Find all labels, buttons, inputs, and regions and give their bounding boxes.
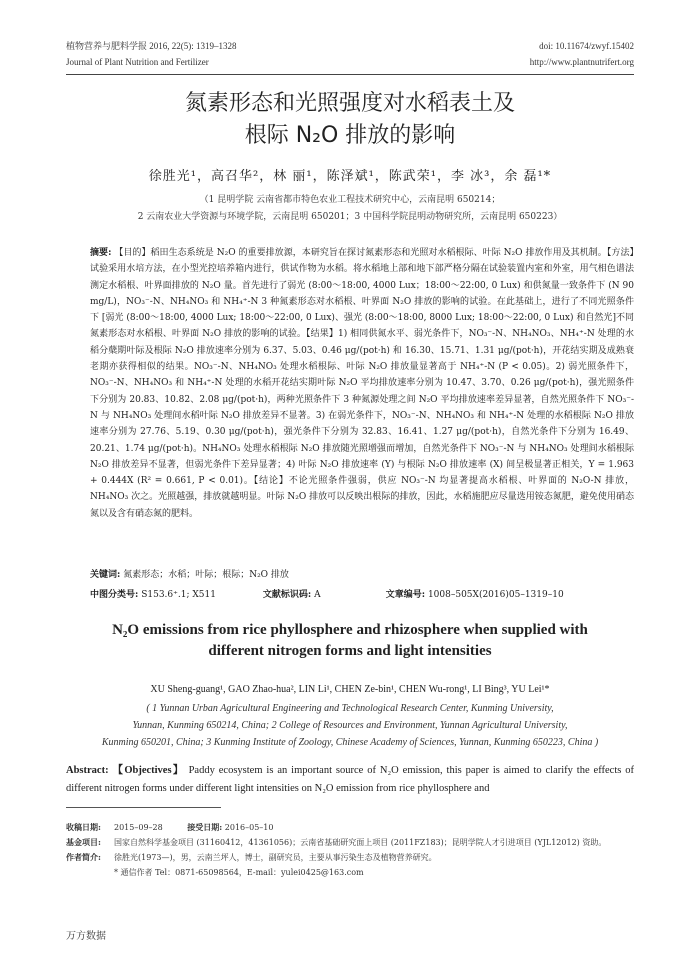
cn-keywords-text: 氮素形态；水稻；叶际；根际；N₂O 排放: [123, 570, 289, 580]
en-objectives-label: 【Objectives】: [112, 765, 185, 776]
cn-abstract-label: 摘要:: [90, 248, 112, 258]
wanfang-watermark: 万方数据: [66, 931, 106, 942]
footnote-corresponding: [66, 865, 634, 880]
en-abstract-label: Abstract:: [66, 765, 109, 776]
clc-label: 中图分类号:: [90, 590, 139, 600]
cn-keywords-label: 关键词:: [90, 570, 121, 580]
journal-header-left: [66, 38, 237, 70]
footnote-divider: [66, 807, 221, 808]
journal-url[interactable]: http://www.plantnutrifert.org: [529, 57, 634, 67]
en-affil-line2: Yunnan, Kunming 650214, China; 2 College of Resources and Environment, Yunnan Agricultural University,: [132, 720, 568, 731]
en-abstract: [66, 762, 634, 798]
en-affil-line1: ( 1 Yunnan Urban Agricultural Engineering and Technological Research Center, Kunming University,: [146, 703, 554, 714]
en-title-line2: different nitrogen forms and light intensities: [208, 643, 492, 659]
article-no-value: 1008–505X(2016)05–1319–10: [427, 590, 564, 600]
footnotes: [66, 820, 634, 880]
cn-affil-line1: （1 昆明学院 云南省都市特色农业工程技术研究中心，云南昆明 650214；: [199, 195, 501, 205]
en-affil-line3: Kunming 650201, China; 3 Kunming Institute of Zoology, Chinese Academy of Sciences, Yunnan, Kunming 650223, China ): [101, 737, 599, 748]
cn-affiliations: [0, 192, 700, 226]
article-no-label: 文章编号:: [385, 590, 426, 600]
cn-abstract: [90, 245, 634, 522]
en-affiliations: [0, 700, 700, 751]
fund-text: 国家自然科学基金项目 (31160412，41361056)；云南省基础研究面上项目 (2011FZ183)；昆明学院人才引进项目 (YJL12012) 资助。: [114, 838, 607, 847]
accepted-date: 2016–05–10: [224, 823, 274, 832]
cn-title-line2: 根际 N₂O 排放的影响: [244, 123, 456, 148]
clc-value: S153.6⁺.1; X511: [141, 590, 216, 600]
cn-authors: 徐胜光¹，高召华²，林 丽¹，陈泽斌¹，陈武荣¹，李 冰³，余 磊¹*: [148, 169, 552, 184]
cn-keywords: [90, 567, 634, 580]
cn-abstract-text: 【目的】稻田生态系统是 N₂O 的重要排放源，本研究旨在探讨氮素形态和光照对水稻根际、叶际 N₂O 排放作用及其机制。【方法】试验采用水培方法，在小型光控培养箱内进行，供试作物为水稻。将水稻地上部和地下部严格分隔在试验装置内室和外室，用气相色谱法测定水稻根、叶界面排放的 N₂O 量。首先进行了弱光 (8:00～18:00, 4000 Lux；18:00～22:00, 0 Lux) 和供氮量一致条件下 (N 90 mg/L)，NO₃⁻-N、NH₄NO₃ 和 NH₄⁺-N 3 种氮素形态对水稻根、叶界面 N₂O 排放的影响的试验。在此基础上，进行了不同光照条件下 [弱光 (8:00～18:00, 4000 Lux; 18:00～22:00, 0 Lux)、强光 (8:00～18:00, 8000 Lux; 18:00～22:00, 0 Lux) 和自然光]不同氮素形态对水稻根、叶界面 N₂O 排放的影响的试验。【结果】1) 相同供氮水平、弱光条件下，NO₃⁻-N、NH₄NO₃、NH₄⁺-N 处理的水稻分蘖期叶际及根际 N₂O 排放速率分别为 6.37、5.03、0.46 μg/(pot·h) 和 16.30、15.71、1.31 μg/(pot·h)，开花结实期及成熟衰老期亦获得相似的结果。NO₃⁻-N、NH₄NO₃ 处理水稻根际、叶际 N₂O 排放量显著高于 NH₄⁺-N (P < 0.05)。2) 弱光照条件下，NO₃⁻-N、NH₄NO₃ 和 NH₄⁺-N 处理的水稻开花结实期叶际 N₂O 平均排放速率分别为 10.47、3.70、0.26 μg/(pot·h)，强光照条件下分别为 20.83、10.82、2.08 μg/(pot·h)，两种光照条件下 3 种氮源处理之间 N₂O 平均排放速率差异显著，自然光照条件下 NO₃⁻-N 与 NH₄NO₃ 处理间水稻叶际 N₂O 排放差异不显著。3) 在弱光条件下，NO₃⁻-N、NH₄NO₃ 和 NH₄⁺-N 处理的水稻根际 N₂O 排放速率分别为 27.76、5.19、0.30 μg/(pot·h)，强光条件下分别为 32.83、16.41、1.27 μg/(pot·h)，自然光条件下分别为 16.49、20.21、1.74 μg/(pot·h)。NH₄NO₃ 处理水稻根际 N₂O 排放随光照增强而增加，自然光条件下 NO₃⁻-N 与 NH₄NO₃ 处理间水稻根际 N₂O 排放差异不显著，但弱光条件下差异显著；4) 叶际 N₂O 排放速率 (Y) 与根际 N₂O 排放速率 (X) 间呈极显著正相关，Y = 1.963 + 0.444X (R² = 0.661, P < 0.01)。【结论】不论光照条件强弱，供应 NO₃⁻-N 均显著提高水稻根、叶界面的 N₂O-N 排放，NH₄NO₃ 次之。光照越强，排放就越明显。叶际 N₂O 排放可以反映出根际的排放，因此，水稻施肥应尽量选用铵态氮肥，避免使用硝态氮以及含有硝态氮的肥料。: [90, 248, 634, 519]
en-title: [0, 620, 700, 662]
en-abstract-text: Paddy ecosystem is an important source of N₂O emission, this paper is aimed to clarify the effects of different nitrogen forms under different light intensities on N₂O emission from rice phyllosphere and: [66, 765, 635, 794]
journal-cn-issue: 植物营养与肥料学报 2016, 22(5): 1319–1328: [66, 41, 237, 51]
footnote-author: [66, 850, 634, 865]
cn-title: [0, 88, 700, 152]
journal-header-right: [530, 38, 634, 70]
corresponding-author: * 通信作者 Tel：0871-65098564，E-mail：yulei0425@163.com: [114, 868, 364, 877]
author-bio-text: 徐胜光(1973—)，男，云南兰坪人，博士，副研究员，主要从事污染生态及植物营养研究。: [114, 853, 437, 862]
doi: doi: 10.11674/zwyf.15402: [539, 41, 634, 51]
doc-code-label: 文献标识码:: [262, 590, 312, 600]
header-divider: [66, 74, 634, 75]
cn-classification: [90, 587, 634, 600]
footnote-dates: [66, 820, 634, 835]
footnote-fund: [66, 835, 634, 850]
received-date: 2015–09–28: [114, 823, 163, 832]
fund-label: 基金项目:: [66, 837, 101, 847]
received-label: 收稿日期:: [66, 822, 101, 832]
doc-code-value: A: [314, 590, 321, 600]
author-bio-label: 作者简介:: [66, 852, 101, 862]
en-title-line1: N₂O emissions from rice phyllosphere and rhizosphere when supplied with: [112, 622, 588, 638]
journal-en-name: Journal of Plant Nutrition and Fertilizer: [66, 57, 209, 67]
cn-title-line1: 氮素形态和光照强度对水稻表土及: [184, 91, 515, 116]
accepted-label: 接受日期:: [187, 822, 223, 832]
cn-affil-line2: 2 云南农业大学资源与环境学院，云南昆明 650201；3 中国科学院昆明动物研究所，云南昆明 650223）: [137, 212, 563, 222]
en-authors: XU Sheng-guang¹, GAO Zhao-hua², LIN Li¹, CHEN Ze-bin¹, CHEN Wu-rong¹, LI Bing³, YU Lei¹*: [150, 684, 550, 695]
